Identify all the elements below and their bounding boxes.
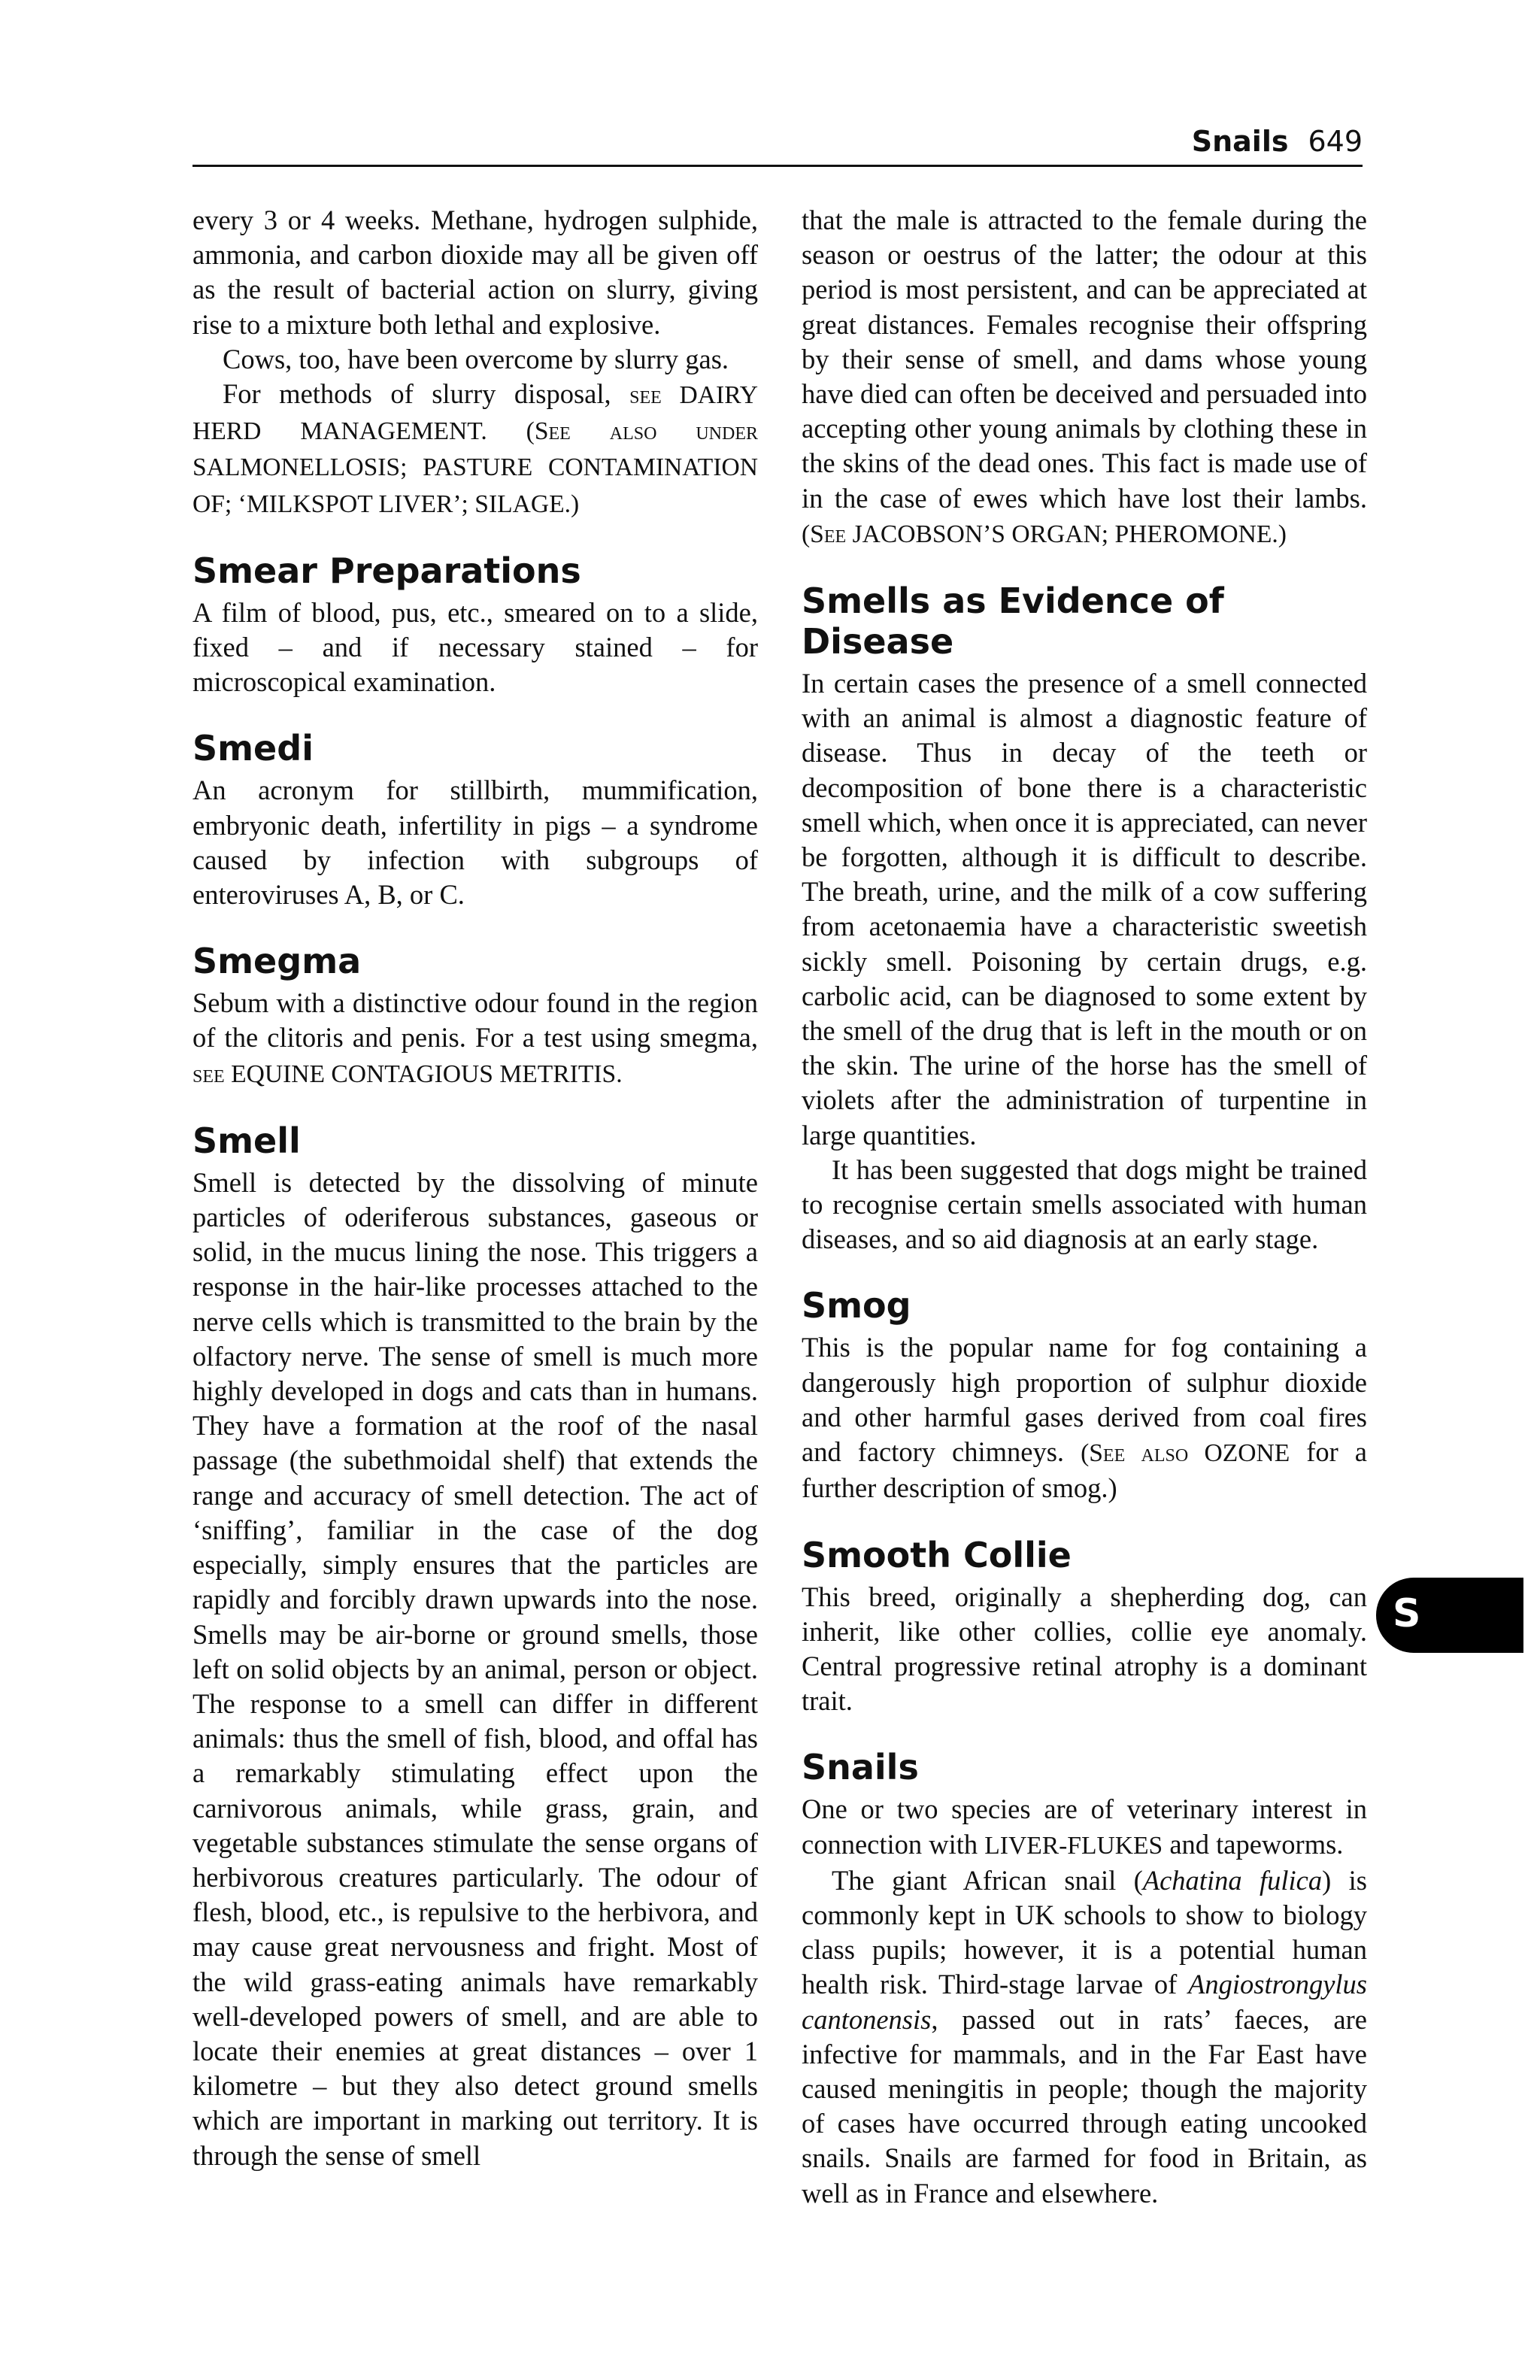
entry-text-snails <box>802 1792 1367 1863</box>
smell-continued-text: that the male is attracted to the female during the season or oestrus of the latter; the odour at this period is most persistent, and can be appreciated at great distances. Females recognise their offspring by their sense of smell, and dams whose young have died can often be deceived and persuaded into accepting other young animals by clothing these in the skins of the dead ones. This fact is made use of in the case of ewes which have lost their lambs. <box>802 205 1367 514</box>
entry-heading-smear-preparations: Smear Preparations <box>192 550 581 591</box>
entry-text-smooth-collie: This breed, originally a shepherding dog, can inherit, like other collies, collie eye anomaly. Central progressive retinal atrophy is a dominant trait. <box>802 1581 1367 1717</box>
snails2-text-c: ) is commonly kept in UK schools to show to biology class pupils; however, it is a potential human health risk. Third-stage larvae of <box>802 1864 1367 2000</box>
smog-text-end: for a further description of smog.) <box>802 1436 1367 1504</box>
snails-text: One or two species are of veterinary interest in connection with <box>802 1793 1367 1860</box>
entry-text-smells-as-evidence-2: It has been suggested that dogs might be trained to recognise certain smells associated with human diseases, and so aid diagnosis at an early stage. <box>802 1154 1367 1255</box>
entry-text-snails-2 <box>802 1863 1367 2211</box>
slurry-methods-text: For methods of slurry disposal, <box>223 378 630 410</box>
snails-text-end: and tapeworms. <box>1163 1828 1344 1860</box>
entry-text-smell: Smell is detected by the dissolving of minute particles of oderiferous substances, gaseous or solid, in the mucus lining the nose. This triggers a response in the hair-like processes attached to the nerve cells which is transmitted to the brain by the olfactory nerve. The sense of smell is much more highly developed in dogs and cats than in humans. They have a formation at the roof of the nasal passage (the subethmoidal shelf) that extends the range and accuracy of smell detection. The act of ‘sniffing’, familiar in the case of the dog especially, simply ensures that the particles are rapidly and forcibly drawn upwards into the nose. Smells may be air-borne or ground smells, those left on solid objects by an animal, person or object. The response to a smell can differ in different animals: thus the smell of fish, blood, and offal has a remarkably stimulating effect upon the carnivorous animals, while grass, grain, and vegetable substances stimulate the sense organs of herbivorous creatures particularly. The odour of flesh, blood, etc., is repulsive to the herbivora, and may cause great nervousness and fright. Most of the wild grass-eating animals have remarkably well-developed powers of smell, and are able to locate their enemies at great distances – over 1 kilometre – but they also detect ground smells which are important in marking out territory. It is through the sense of smell <box>192 1166 758 2171</box>
page-header <box>192 122 1363 167</box>
smell-continued-paragraph <box>802 203 1367 552</box>
running-head <box>1192 125 1363 158</box>
entry-text-smog <box>802 1330 1367 1505</box>
entry-heading-smells-as-evidence: Smells as Evidence of Disease <box>802 581 1224 662</box>
entry-heading-smedi: Smedi <box>192 728 314 769</box>
cross-reference: see DAIRY HERD MANAGEMENT. (See also under SALMONELLOSIS; PASTURE CONTAMINATION OF; ‘MILKSPOT LIVER’; SILAGE.) <box>192 381 758 518</box>
snails2-text-a: The giant African snail ( <box>832 1864 1143 1896</box>
left-column <box>192 203 758 2173</box>
entry-text-smedi: An acronym for stillbirth, mummification, embryonic death, infertility in pigs – a syndrome caused by infection with subgroups of enteroviruses A, B, or C. <box>192 775 758 911</box>
continued-paragraph: every 3 or 4 weeks. Methane, hydrogen sulphide, ammonia, and carbon dioxide may all be given off as the result of bacterial action on slurry, giving rise to a mixture both lethal and explosive. <box>192 205 758 340</box>
smog-text: This is the popular name for fog containing a dangerously high proportion of sulphur dioxide and other harmful gases derived from coal fires and factory chimneys. <box>802 1332 1367 1468</box>
thumb-index-tab <box>1376 1578 1523 1653</box>
snails2-text-e: , passed out in rats’ faeces, are infective for mammals, and in the Far East have caused meningitis in people; though the majority of cases have occurred through eating uncooked snails. Snails are farmed for food in Britain, as well as in France and elsewhere. <box>802 2003 1367 2209</box>
entry-text-smells-as-evidence: In certain cases the presence of a smell connected with an animal is almost a diagnostic feature of disease. Thus in decay of the teeth or decomposition of bone there is a characteristic smell which, when once it is appreciated, can never be forgotten, although it is difficult to describe. The breath, urine, and the milk of a cow suffering from acetonaemia have a characteristic sweetish sickly smell. Poisoning by certain drugs, e.g. carbolic acid, can be diagnosed to some extent by the smell of the drug that is left in the mouth or on the skin. The urine of the horse has the smell of violets after the administration of turpentine in large quantities. <box>802 668 1368 1151</box>
entry-heading-smog: Smog <box>802 1285 911 1326</box>
species-name-achatina: Achatina fulica <box>1142 1864 1323 1896</box>
entry-heading-smooth-collie: Smooth Collie <box>802 1534 1072 1575</box>
cross-reference: LIVER-FLUKES <box>984 1831 1163 1860</box>
entry-heading-smell: Smell <box>192 1120 301 1161</box>
entry-text-smegma <box>192 986 758 1092</box>
cross-reference: see EQUINE CONTAGIOUS METRITIS. <box>192 1060 623 1088</box>
slurry-methods-paragraph <box>192 377 758 522</box>
entry-text-smear-preparations: A film of blood, pus, etc., smeared on to a slide, fixed – and if necessary stained – for microscopical examination. <box>192 596 758 698</box>
cross-reference: (See JACOBSON’S ORGAN; PHEROMONE.) <box>802 520 1287 548</box>
entry-heading-smegma: Smegma <box>192 941 362 982</box>
right-column <box>802 203 1367 2211</box>
smegma-text: Sebum with a distinctive odour found in the region of the clitoris and penis. For a test using smegma, <box>192 987 758 1054</box>
thumb-index-letter: S <box>1393 1591 1421 1636</box>
page-number: 649 <box>1308 125 1363 158</box>
slurry-cows-paragraph: Cows, too, have been overcome by slurry gas. <box>223 343 729 374</box>
cross-reference: (See also OZONE <box>1081 1439 1290 1468</box>
header-rule <box>192 165 1363 167</box>
entry-heading-snails: Snails <box>802 1747 919 1788</box>
species-name-angiostrongylus: Angiostrongylus cantonensis <box>802 1969 1367 2035</box>
running-title: Snails <box>1191 125 1289 158</box>
